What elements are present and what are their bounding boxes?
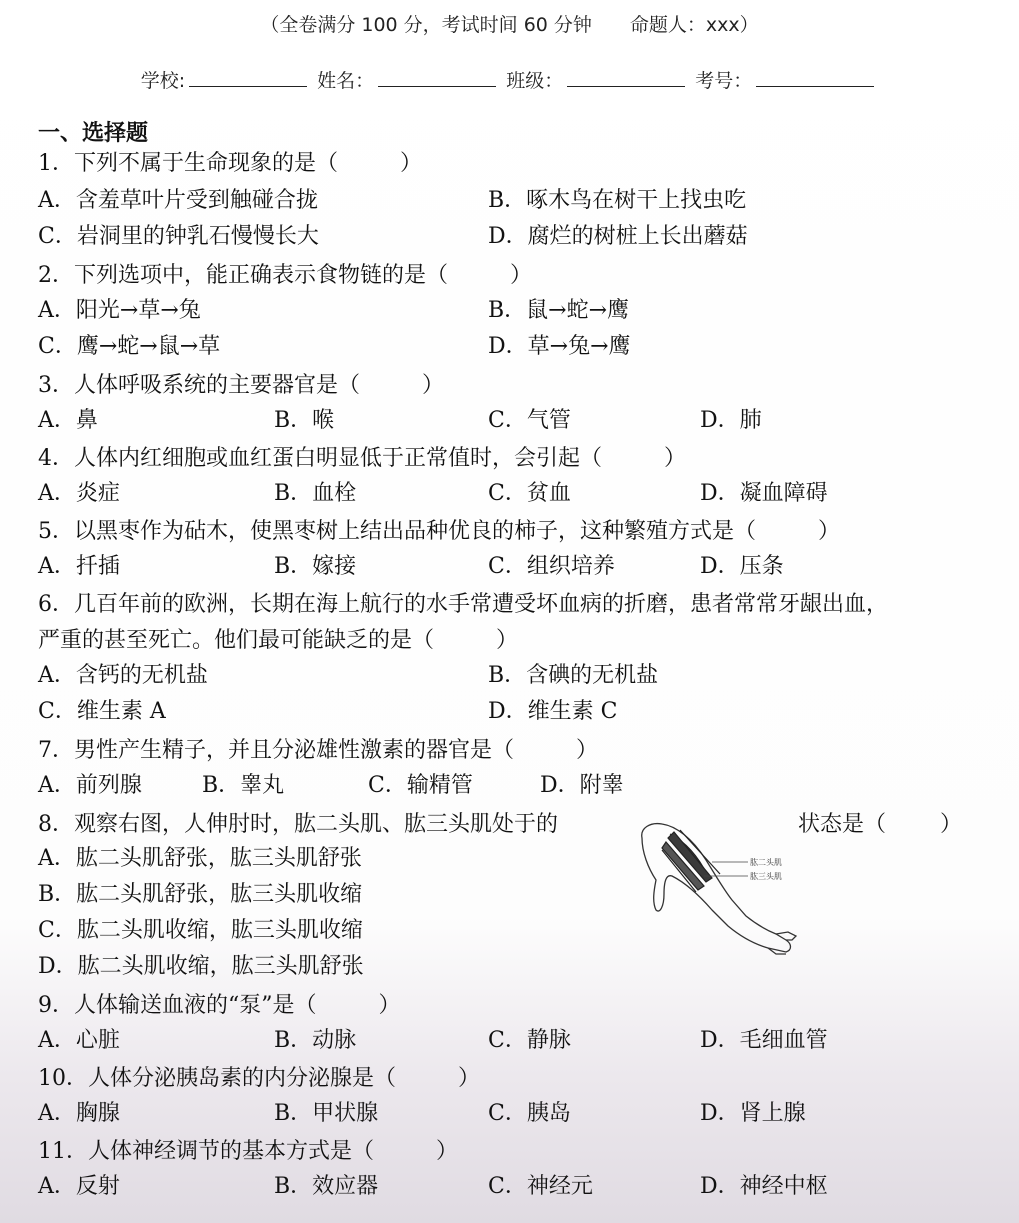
q10-option-c[interactable]: C．胰岛 bbox=[488, 1101, 571, 1126]
q11-option-b[interactable]: B．效应器 bbox=[274, 1174, 379, 1199]
q3-option-a[interactable]: A．鼻 bbox=[38, 408, 98, 433]
q6-option-b[interactable]: B．含碘的无机盐 bbox=[488, 663, 659, 688]
question-5-stem: 5．以黑枣作为砧木，使黑枣树上结出品种优良的柿子，这种繁殖方式是（ ） bbox=[38, 519, 841, 544]
exam-info: （全卷满分 100 分，考试时间 60 分钟 命题人：xxx） bbox=[260, 14, 759, 36]
q3-option-c[interactable]: C．气管 bbox=[488, 408, 571, 433]
q5-option-a[interactable]: A．扦插 bbox=[38, 554, 120, 579]
q9-option-a[interactable]: A．心脏 bbox=[38, 1028, 120, 1053]
biceps-label: 肱二头肌 bbox=[750, 858, 782, 867]
question-6-stem: 6．几百年前的欧洲，长期在海上航行的水手常遭受坏血病的折磨，患者常常牙龈出血， bbox=[38, 592, 888, 617]
section-title: 一、选择题 bbox=[38, 121, 149, 146]
q11-option-a[interactable]: A．反射 bbox=[38, 1174, 120, 1199]
q6-option-a[interactable]: A．含钙的无机盐 bbox=[38, 663, 208, 688]
q5-option-d[interactable]: D．压条 bbox=[700, 554, 784, 579]
q10-option-d[interactable]: D．肾上腺 bbox=[700, 1101, 806, 1126]
question-1-stem: 1．下列不属于生命现象的是（ ） bbox=[38, 151, 423, 176]
question-8-stem-tail: 状态是（ ） bbox=[798, 812, 963, 837]
q9-option-b[interactable]: B．动脉 bbox=[274, 1028, 357, 1053]
q8-option-d[interactable]: D．肱二头肌收缩，肱三头肌舒张 bbox=[38, 954, 364, 979]
q5-option-b[interactable]: B．嫁接 bbox=[274, 554, 357, 579]
q3-option-d[interactable]: D．肺 bbox=[700, 408, 762, 433]
q11-option-c[interactable]: C．神经元 bbox=[488, 1174, 593, 1199]
q7-option-a[interactable]: A．前列腺 bbox=[38, 773, 142, 798]
q10-option-b[interactable]: B．甲状腺 bbox=[274, 1101, 379, 1126]
q7-option-d[interactable]: D．附睾 bbox=[540, 773, 624, 798]
q5-option-c[interactable]: C．组织培养 bbox=[488, 554, 615, 579]
q7-option-b[interactable]: B．睾丸 bbox=[202, 773, 285, 798]
q2-option-d[interactable]: D．草→兔→鹰 bbox=[488, 334, 631, 359]
school-field[interactable] bbox=[189, 68, 307, 87]
q4-option-a[interactable]: A．炎症 bbox=[38, 481, 120, 506]
question-6-stem-cont: 严重的甚至死亡。他们最可能缺乏的是（ ） bbox=[38, 628, 519, 653]
question-3-stem: 3．人体呼吸系统的主要器官是（ ） bbox=[38, 373, 445, 398]
q6-option-c[interactable]: C．维生素 A bbox=[38, 699, 166, 724]
q2-option-b[interactable]: B．鼠→蛇→鹰 bbox=[488, 298, 630, 323]
exam-number-label: 考号： bbox=[695, 70, 753, 92]
q6-option-d[interactable]: D．维生素 C bbox=[488, 699, 618, 724]
name-label: 姓名： bbox=[317, 70, 375, 92]
q1-option-c[interactable]: C．岩洞里的钟乳石慢慢长大 bbox=[38, 224, 319, 249]
q8-option-a[interactable]: A．肱二头肌舒张，肱三头肌舒张 bbox=[38, 846, 362, 871]
question-4-stem: 4．人体内红细胞或血红蛋白明显低于正常值时，会引起（ ） bbox=[38, 446, 687, 471]
q2-option-a[interactable]: A．阳光→草→兔 bbox=[38, 298, 201, 323]
exam-number-field[interactable] bbox=[756, 68, 874, 87]
q8-option-c[interactable]: C．肱二头肌收缩，肱三头肌收缩 bbox=[38, 918, 363, 943]
q4-option-d[interactable]: D．凝血障碍 bbox=[700, 481, 828, 506]
name-field[interactable] bbox=[378, 68, 496, 87]
q1-option-b[interactable]: B．啄木鸟在树干上找虫吃 bbox=[488, 188, 747, 213]
q1-option-a[interactable]: A．含羞草叶片受到触碰合拢 bbox=[38, 188, 318, 213]
arm-muscle-figure bbox=[636, 820, 806, 962]
question-8-stem: 8．观察右图，人伸肘时，肱二头肌、肱三头肌处于的 状态是（ ） bbox=[38, 812, 963, 837]
student-info bbox=[0, 66, 1019, 93]
q4-option-b[interactable]: B．血栓 bbox=[274, 481, 357, 506]
question-7-stem: 7．男性产生精子，并且分泌雄性激素的器官是（ ） bbox=[38, 738, 599, 763]
q10-option-a[interactable]: A．胸腺 bbox=[38, 1101, 120, 1126]
question-9-stem: 9．人体输送血液的“泵”是（ ） bbox=[38, 993, 401, 1018]
q1-option-d[interactable]: D．腐烂的树桩上长出蘑菇 bbox=[488, 224, 748, 249]
question-2-stem: 2．下列选项中，能正确表示食物链的是（ ） bbox=[38, 263, 533, 288]
q4-option-c[interactable]: C．贫血 bbox=[488, 481, 571, 506]
triceps-label: 肱三头肌 bbox=[750, 872, 782, 881]
q9-option-c[interactable]: C．静脉 bbox=[488, 1028, 571, 1053]
q3-option-b[interactable]: B．喉 bbox=[274, 408, 335, 433]
q9-option-d[interactable]: D．毛细血管 bbox=[700, 1028, 828, 1053]
question-10-stem: 10．人体分泌胰岛素的内分泌腺是（ ） bbox=[38, 1066, 481, 1091]
q7-option-c[interactable]: C．输精管 bbox=[368, 773, 473, 798]
q11-option-d[interactable]: D．神经中枢 bbox=[700, 1174, 828, 1199]
class-label: 班级： bbox=[506, 70, 564, 92]
school-label: 学校: bbox=[140, 70, 186, 92]
q8-option-b[interactable]: B．肱二头肌舒张，肱三头肌收缩 bbox=[38, 882, 363, 907]
q2-option-c[interactable]: C．鹰→蛇→鼠→草 bbox=[38, 334, 221, 359]
question-11-stem: 11．人体神经调节的基本方式是（ ） bbox=[38, 1139, 459, 1164]
class-field[interactable] bbox=[567, 68, 685, 87]
